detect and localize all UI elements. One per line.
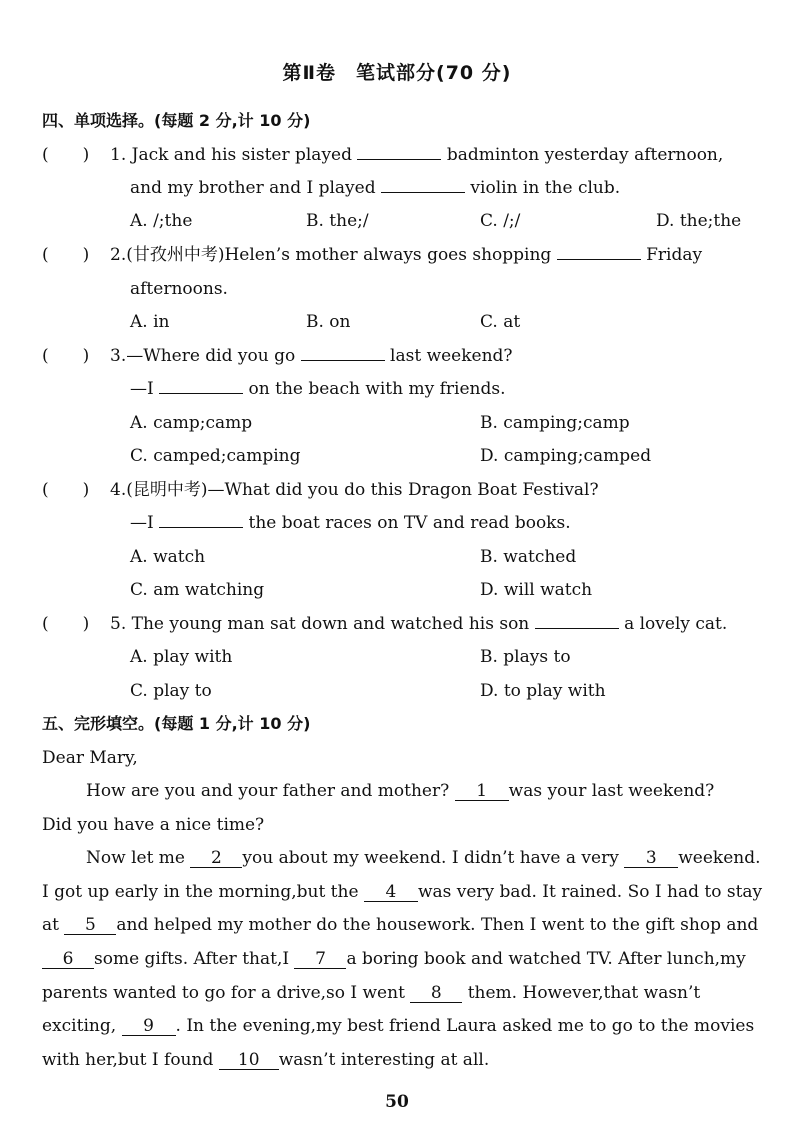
p2-text-c: weekend. — [678, 848, 761, 868]
passage-line-8 — [42, 1015, 754, 1037]
question-5-line-1 — [110, 613, 727, 635]
q2-option-a[interactable]: A. in — [130, 312, 170, 332]
page-number: 50 — [385, 1092, 409, 1112]
q4-blank[interactable] — [159, 512, 243, 528]
q4-text-c: —I — [130, 513, 154, 533]
question-1-line-2 — [130, 177, 620, 199]
answer-paren-2[interactable]: ( ) — [42, 245, 90, 265]
p6-text-b: them. However,that wasn’t — [467, 983, 701, 1003]
q5-option-d[interactable]: D. to play with — [480, 681, 606, 701]
q4-text-a: 4.(昆明中考)—What did you do this Dragon Boat Festival? — [110, 480, 599, 500]
cloze-blank-5[interactable]: 5 — [64, 916, 116, 935]
cloze-blank-8[interactable]: 8 — [410, 984, 462, 1003]
q5-text-a: 5. The young man sat down and watched his son — [110, 614, 530, 634]
passage-line-3 — [86, 847, 761, 869]
q3-text-c: —I — [130, 379, 154, 399]
p6-text-a: parents wanted to go for a drive,so I went — [42, 983, 405, 1003]
q1-blank-2[interactable] — [381, 177, 465, 193]
q2-text-b: Friday — [646, 245, 703, 265]
p3-text-b: was very bad. It rained. So I had to stay — [417, 882, 763, 902]
q4-option-b[interactable]: B. watched — [480, 547, 577, 567]
p8-text-a: with her,but I found — [42, 1050, 214, 1070]
answer-paren-5[interactable]: ( ) — [42, 614, 90, 634]
q2-text-c: afternoons. — [130, 279, 228, 299]
page-title: 第Ⅱ卷 笔试部分(70 分) — [282, 62, 512, 84]
q5-option-b[interactable]: B. plays to — [480, 647, 571, 667]
question-1-line-1 — [110, 144, 723, 166]
q2-blank[interactable] — [557, 244, 641, 260]
p3-text-a: I got up early in the morning,but the — [42, 882, 359, 902]
p8-text-b: wasn’t interesting at all. — [278, 1050, 490, 1070]
p5-text-b: some gifts. After that,I — [94, 949, 290, 969]
q4-option-d[interactable]: D. will watch — [480, 580, 593, 600]
passage-line-9 — [42, 1049, 489, 1071]
q3-option-c[interactable]: C. camped;camping — [130, 446, 301, 466]
q3-blank-2[interactable] — [159, 378, 243, 394]
q2-text-a: 2.(甘孜州中考)Helen’s mother always goes shopping — [110, 245, 552, 265]
passage-line-7 — [42, 982, 700, 1004]
cloze-blank-2[interactable]: 2 — [190, 849, 242, 868]
q3-text-a: 3.—Where did you go — [110, 346, 296, 366]
q1-option-c[interactable]: C. /;/ — [480, 211, 521, 231]
p1-text-c: Did you have a nice time? — [42, 815, 265, 835]
p7-text-b: . In the evening,my best friend Laura asked me to go to the movies — [175, 1016, 755, 1036]
q1-option-a[interactable]: A. /;the — [130, 211, 193, 231]
q3-text-b: last weekend? — [390, 346, 513, 366]
letter-greeting: Dear Mary, — [42, 748, 138, 768]
q5-blank[interactable] — [535, 613, 619, 629]
q4-option-a[interactable]: A. watch — [130, 547, 206, 567]
q1-option-d[interactable]: D. the;the — [656, 211, 742, 231]
p4-text-b: and helped my mother do the housework. Then I went to the gift shop and — [116, 915, 759, 935]
p2-text-a: Now let me — [86, 848, 185, 868]
q5-text-b: a lovely cat. — [624, 614, 728, 634]
question-2-line-1 — [110, 244, 702, 266]
cloze-blank-7[interactable]: 7 — [294, 950, 346, 969]
q3-option-b[interactable]: B. camping;camp — [480, 413, 630, 433]
q5-option-a[interactable]: A. play with — [130, 647, 233, 667]
p1-text-a: How are you and your father and mother? — [86, 781, 450, 801]
cloze-blank-1[interactable]: 1 — [455, 782, 509, 801]
q1-text-c: and my brother and I played — [130, 178, 376, 198]
question-3-line-2 — [130, 378, 506, 400]
cloze-blank-4[interactable]: 4 — [364, 883, 418, 902]
q1-text-b: badminton yesterday afternoon, — [446, 145, 724, 165]
p5-text-c: a boring book and watched TV. After lunch,my — [346, 949, 746, 969]
q3-option-d[interactable]: D. camping;camped — [480, 446, 652, 466]
q4-text-d: the boat races on TV and read books. — [248, 513, 571, 533]
q2-option-b[interactable]: B. on — [306, 312, 351, 332]
q1-option-b[interactable]: B. the;/ — [306, 211, 369, 231]
p2-text-b: you about my weekend. I didn’t have a very — [242, 848, 619, 868]
answer-paren-4[interactable]: ( ) — [42, 480, 90, 500]
question-3-line-1 — [110, 345, 513, 367]
q1-text-a: 1. Jack and his sister played — [110, 145, 352, 165]
cloze-blank-10[interactable]: 10 — [219, 1051, 279, 1070]
q1-blank-1[interactable] — [357, 144, 441, 160]
p1-text-b: was your last weekend? — [508, 781, 715, 801]
q4-option-c[interactable]: C. am watching — [130, 580, 265, 600]
answer-paren-3[interactable]: ( ) — [42, 346, 90, 366]
q1-text-d: violin in the club. — [470, 178, 621, 198]
passage-line-1 — [86, 780, 714, 802]
passage-line-6 — [42, 948, 746, 970]
q3-blank-1[interactable] — [301, 345, 385, 361]
question-4-line-2 — [130, 512, 571, 534]
p7-text-a: exciting, — [42, 1016, 117, 1036]
cloze-blank-3[interactable]: 3 — [624, 849, 678, 868]
q2-option-c[interactable]: C. at — [480, 312, 521, 332]
section-4-heading: 四、单项选择。(每题 2 分,计 10 分) — [42, 111, 311, 130]
passage-line-4 — [42, 881, 762, 903]
answer-paren-1[interactable]: ( ) — [42, 145, 90, 165]
q5-option-c[interactable]: C. play to — [130, 681, 212, 701]
section-5-heading: 五、完形填空。(每题 1 分,计 10 分) — [42, 714, 311, 733]
cloze-blank-6[interactable]: 6 — [42, 950, 94, 969]
q3-option-a[interactable]: A. camp;camp — [130, 413, 253, 433]
q3-text-d: on the beach with my friends. — [248, 379, 506, 399]
passage-line-5 — [42, 914, 758, 936]
cloze-blank-9[interactable]: 9 — [122, 1017, 176, 1036]
p4-text-a: at — [42, 915, 59, 935]
